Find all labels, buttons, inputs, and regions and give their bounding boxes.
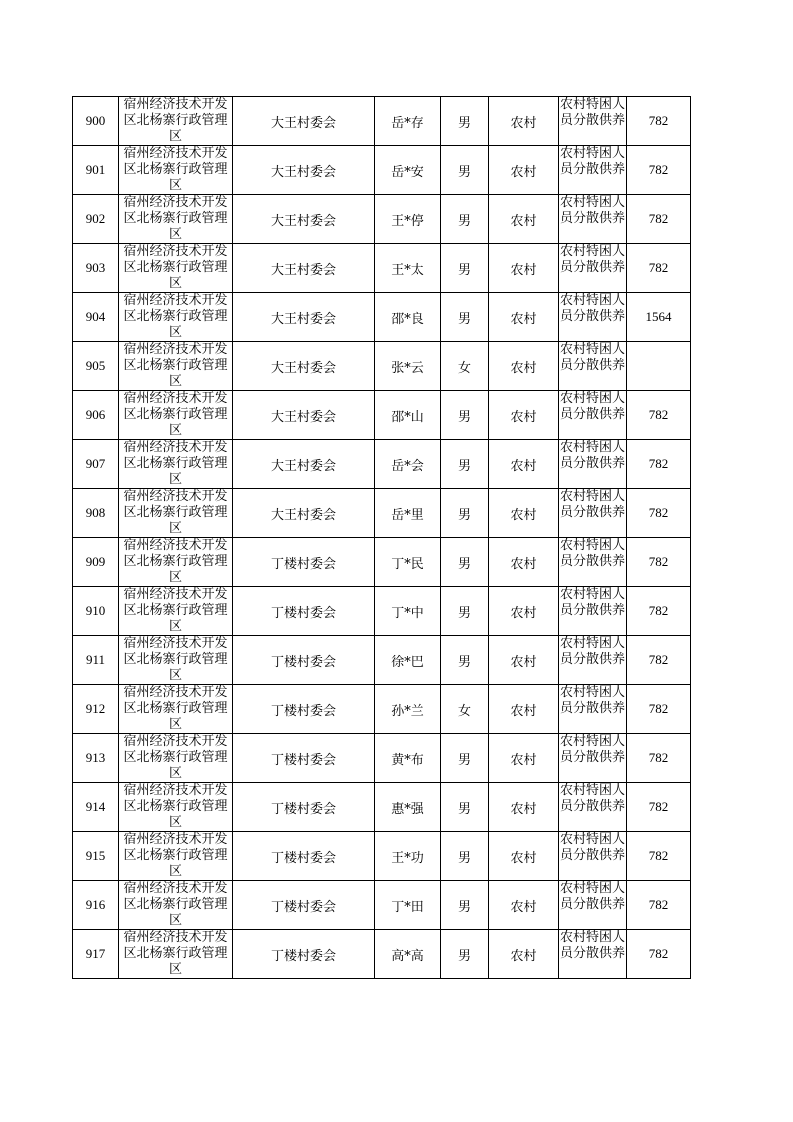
table-row	[73, 881, 691, 930]
region-text: 宿州经济技术开发区北杨寨行政管理区	[123, 537, 228, 585]
region-cell	[119, 783, 233, 832]
gender-cell: 男	[441, 636, 489, 685]
row-number-cell: 901	[73, 146, 119, 195]
person-name-cell: 邵*良	[375, 293, 441, 342]
row-number-cell: 906	[73, 391, 119, 440]
support-type-cell	[559, 489, 627, 538]
support-type-text: 农村特困人员分散供养	[559, 145, 625, 177]
region-text: 宿州经济技术开发区北杨寨行政管理区	[123, 635, 228, 683]
area-type-cell: 农村	[489, 391, 559, 440]
gender-cell: 男	[441, 587, 489, 636]
village-cell: 大王村委会	[233, 489, 375, 538]
support-type-text: 农村特困人员分散供养	[559, 488, 625, 520]
table-row	[73, 244, 691, 293]
village-cell: 大王村委会	[233, 97, 375, 146]
village-cell: 丁楼村委会	[233, 587, 375, 636]
region-text: 宿州经济技术开发区北杨寨行政管理区	[123, 243, 228, 291]
support-type-text: 农村特困人员分散供养	[559, 537, 625, 569]
support-type-text: 农村特困人员分散供养	[559, 390, 625, 422]
area-type-cell: 农村	[489, 587, 559, 636]
amount-cell	[627, 342, 691, 391]
person-name-cell: 张*云	[375, 342, 441, 391]
gender-cell: 男	[441, 146, 489, 195]
region-text: 宿州经济技术开发区北杨寨行政管理区	[123, 439, 228, 487]
support-type-text: 农村特困人员分散供养	[559, 194, 625, 226]
row-number-cell: 907	[73, 440, 119, 489]
village-cell: 大王村委会	[233, 342, 375, 391]
amount-cell: 782	[627, 244, 691, 293]
row-number-cell: 905	[73, 342, 119, 391]
row-number-cell: 909	[73, 538, 119, 587]
area-type-cell: 农村	[489, 881, 559, 930]
amount-cell: 782	[627, 146, 691, 195]
table-row	[73, 342, 691, 391]
region-cell	[119, 342, 233, 391]
region-text: 宿州经济技术开发区北杨寨行政管理区	[123, 292, 228, 340]
village-cell: 丁楼村委会	[233, 685, 375, 734]
support-type-cell	[559, 391, 627, 440]
person-name-cell: 丁*田	[375, 881, 441, 930]
area-type-cell: 农村	[489, 538, 559, 587]
table-body	[73, 97, 691, 979]
region-cell	[119, 930, 233, 979]
village-cell: 丁楼村委会	[233, 881, 375, 930]
table-row	[73, 146, 691, 195]
row-number-cell: 913	[73, 734, 119, 783]
row-number-cell: 903	[73, 244, 119, 293]
row-number-cell: 911	[73, 636, 119, 685]
row-number-cell: 902	[73, 195, 119, 244]
person-name-cell: 岳*里	[375, 489, 441, 538]
area-type-cell: 农村	[489, 636, 559, 685]
gender-cell: 男	[441, 930, 489, 979]
village-cell: 大王村委会	[233, 146, 375, 195]
region-cell	[119, 685, 233, 734]
village-cell: 大王村委会	[233, 391, 375, 440]
support-type-text: 农村特困人员分散供养	[559, 243, 625, 275]
gender-cell: 女	[441, 685, 489, 734]
person-name-cell: 邵*山	[375, 391, 441, 440]
person-name-cell: 徐*巴	[375, 636, 441, 685]
row-number-cell: 917	[73, 930, 119, 979]
amount-cell: 782	[627, 930, 691, 979]
area-type-cell: 农村	[489, 783, 559, 832]
table-row	[73, 489, 691, 538]
support-type-text: 农村特困人员分散供养	[559, 733, 625, 765]
amount-cell: 782	[627, 440, 691, 489]
amount-cell: 782	[627, 538, 691, 587]
table-row	[73, 587, 691, 636]
table-row	[73, 391, 691, 440]
gender-cell: 男	[441, 391, 489, 440]
support-type-text: 农村特困人员分散供养	[559, 439, 625, 471]
support-type-text: 农村特困人员分散供养	[559, 929, 625, 961]
gender-cell: 男	[441, 244, 489, 293]
row-number-cell: 910	[73, 587, 119, 636]
village-cell: 丁楼村委会	[233, 538, 375, 587]
area-type-cell: 农村	[489, 342, 559, 391]
support-type-text: 农村特困人员分散供养	[559, 831, 625, 863]
village-cell: 丁楼村委会	[233, 783, 375, 832]
amount-cell: 782	[627, 97, 691, 146]
region-cell	[119, 489, 233, 538]
region-cell	[119, 195, 233, 244]
table-row	[73, 440, 691, 489]
support-type-cell	[559, 244, 627, 293]
village-cell: 大王村委会	[233, 440, 375, 489]
village-cell: 大王村委会	[233, 293, 375, 342]
village-cell: 丁楼村委会	[233, 832, 375, 881]
support-type-cell	[559, 783, 627, 832]
area-type-cell: 农村	[489, 146, 559, 195]
table-row	[73, 685, 691, 734]
amount-cell: 1564	[627, 293, 691, 342]
gender-cell: 男	[441, 489, 489, 538]
amount-cell: 782	[627, 636, 691, 685]
region-cell	[119, 734, 233, 783]
gender-cell: 男	[441, 734, 489, 783]
table-row	[73, 97, 691, 146]
region-text: 宿州经济技术开发区北杨寨行政管理区	[123, 341, 228, 389]
amount-cell: 782	[627, 685, 691, 734]
person-name-cell: 高*高	[375, 930, 441, 979]
region-text: 宿州经济技术开发区北杨寨行政管理区	[123, 782, 228, 830]
table-row	[73, 538, 691, 587]
amount-cell: 782	[627, 734, 691, 783]
support-type-cell	[559, 146, 627, 195]
gender-cell: 男	[441, 440, 489, 489]
support-type-text: 农村特困人员分散供养	[559, 292, 625, 324]
region-cell	[119, 244, 233, 293]
support-type-cell	[559, 832, 627, 881]
gender-cell: 男	[441, 195, 489, 244]
table-row	[73, 832, 691, 881]
person-name-cell: 王*停	[375, 195, 441, 244]
region-cell	[119, 587, 233, 636]
region-text: 宿州经济技术开发区北杨寨行政管理区	[123, 145, 228, 193]
person-name-cell: 岳*存	[375, 97, 441, 146]
gender-cell: 男	[441, 881, 489, 930]
support-type-text: 农村特困人员分散供养	[559, 880, 625, 912]
row-number-cell: 904	[73, 293, 119, 342]
support-type-cell	[559, 342, 627, 391]
area-type-cell: 农村	[489, 97, 559, 146]
region-text: 宿州经济技术开发区北杨寨行政管理区	[123, 733, 228, 781]
region-cell	[119, 881, 233, 930]
area-type-cell: 农村	[489, 244, 559, 293]
support-type-text: 农村特困人员分散供养	[559, 782, 625, 814]
person-name-cell: 惠*强	[375, 783, 441, 832]
person-name-cell: 孙*兰	[375, 685, 441, 734]
support-type-cell	[559, 97, 627, 146]
amount-cell: 782	[627, 489, 691, 538]
region-cell	[119, 440, 233, 489]
support-type-cell	[559, 538, 627, 587]
region-cell	[119, 391, 233, 440]
row-number-cell: 915	[73, 832, 119, 881]
beneficiary-table	[72, 96, 691, 979]
person-name-cell: 岳*安	[375, 146, 441, 195]
table-row	[73, 734, 691, 783]
region-cell	[119, 146, 233, 195]
region-cell	[119, 636, 233, 685]
gender-cell: 男	[441, 538, 489, 587]
support-type-cell	[559, 587, 627, 636]
row-number-cell: 914	[73, 783, 119, 832]
gender-cell: 男	[441, 293, 489, 342]
support-type-text: 农村特困人员分散供养	[559, 341, 625, 373]
area-type-cell: 农村	[489, 832, 559, 881]
region-cell	[119, 293, 233, 342]
amount-cell: 782	[627, 881, 691, 930]
table-row	[73, 195, 691, 244]
village-cell: 丁楼村委会	[233, 636, 375, 685]
row-number-cell: 916	[73, 881, 119, 930]
table-row	[73, 783, 691, 832]
gender-cell: 男	[441, 97, 489, 146]
support-type-cell	[559, 930, 627, 979]
table-row	[73, 930, 691, 979]
support-type-cell	[559, 734, 627, 783]
region-text: 宿州经济技术开发区北杨寨行政管理区	[123, 880, 228, 928]
table-row	[73, 636, 691, 685]
support-type-cell	[559, 636, 627, 685]
region-text: 宿州经济技术开发区北杨寨行政管理区	[123, 194, 228, 242]
village-cell: 大王村委会	[233, 195, 375, 244]
person-name-cell: 岳*会	[375, 440, 441, 489]
region-text: 宿州经济技术开发区北杨寨行政管理区	[123, 831, 228, 879]
area-type-cell: 农村	[489, 440, 559, 489]
region-cell	[119, 97, 233, 146]
row-number-cell: 912	[73, 685, 119, 734]
region-text: 宿州经济技术开发区北杨寨行政管理区	[123, 96, 228, 144]
gender-cell: 男	[441, 783, 489, 832]
support-type-cell	[559, 293, 627, 342]
person-name-cell: 丁*民	[375, 538, 441, 587]
support-type-text: 农村特困人员分散供养	[559, 96, 625, 128]
person-name-cell: 王*太	[375, 244, 441, 293]
person-name-cell: 黄*布	[375, 734, 441, 783]
support-type-cell	[559, 881, 627, 930]
region-text: 宿州经济技术开发区北杨寨行政管理区	[123, 488, 228, 536]
amount-cell: 782	[627, 587, 691, 636]
region-text: 宿州经济技术开发区北杨寨行政管理区	[123, 586, 228, 634]
region-cell	[119, 832, 233, 881]
village-cell: 丁楼村委会	[233, 930, 375, 979]
amount-cell: 782	[627, 195, 691, 244]
person-name-cell: 丁*中	[375, 587, 441, 636]
area-type-cell: 农村	[489, 195, 559, 244]
region-text: 宿州经济技术开发区北杨寨行政管理区	[123, 390, 228, 438]
amount-cell: 782	[627, 783, 691, 832]
amount-cell: 782	[627, 391, 691, 440]
gender-cell: 男	[441, 832, 489, 881]
area-type-cell: 农村	[489, 734, 559, 783]
support-type-cell	[559, 195, 627, 244]
village-cell: 丁楼村委会	[233, 734, 375, 783]
village-cell: 大王村委会	[233, 244, 375, 293]
region-cell	[119, 538, 233, 587]
support-type-text: 农村特困人员分散供养	[559, 635, 625, 667]
table-row	[73, 293, 691, 342]
region-text: 宿州经济技术开发区北杨寨行政管理区	[123, 929, 228, 977]
area-type-cell: 农村	[489, 489, 559, 538]
area-type-cell: 农村	[489, 293, 559, 342]
region-text: 宿州经济技术开发区北杨寨行政管理区	[123, 684, 228, 732]
support-type-cell	[559, 685, 627, 734]
support-type-text: 农村特困人员分散供养	[559, 586, 625, 618]
gender-cell: 女	[441, 342, 489, 391]
support-type-cell	[559, 440, 627, 489]
support-type-text: 农村特困人员分散供养	[559, 684, 625, 716]
area-type-cell: 农村	[489, 930, 559, 979]
amount-cell: 782	[627, 832, 691, 881]
row-number-cell: 900	[73, 97, 119, 146]
row-number-cell: 908	[73, 489, 119, 538]
area-type-cell: 农村	[489, 685, 559, 734]
person-name-cell: 王*功	[375, 832, 441, 881]
